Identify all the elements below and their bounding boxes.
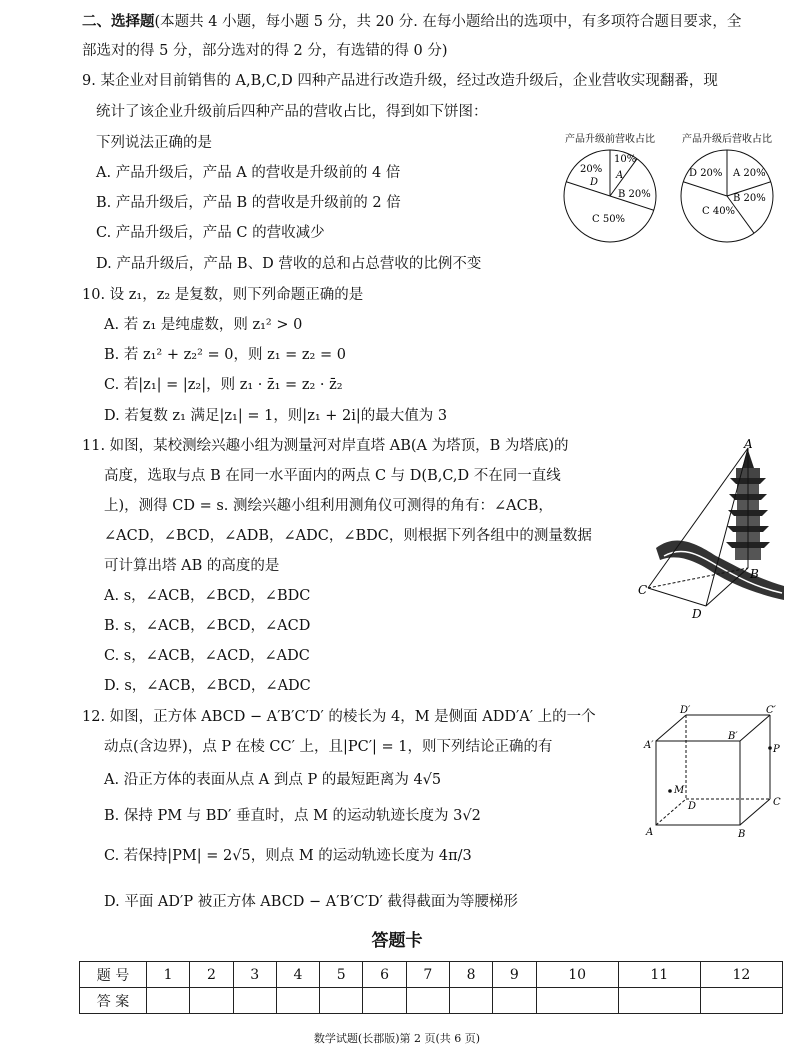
tower-label-c: C	[638, 583, 648, 597]
answer-card-number: 6	[363, 962, 406, 988]
q9-option-d: D. 产品升级后，产品 B、D 营收的总和占总营收的比例不变	[96, 256, 482, 272]
point-p-dot	[768, 746, 772, 750]
answer-cell[interactable]	[147, 988, 190, 1014]
answer-cell[interactable]	[618, 988, 700, 1014]
answer-cell[interactable]	[363, 988, 406, 1014]
q11-option-c: C. s，∠ACB，∠ACD，∠ADC	[104, 648, 310, 664]
answer-cell[interactable]	[536, 988, 618, 1014]
pie-before-label-b: B 20%	[618, 189, 651, 200]
answer-card-table	[79, 961, 783, 1014]
pie-before-title: 产品升级前营收占比	[565, 134, 655, 145]
pie-before-label-a-pct: 10%	[614, 154, 637, 165]
q11-option-b: B. s，∠ACB，∠BCD，∠ACD	[104, 618, 311, 634]
answer-card-answer-header: 答 案	[80, 988, 147, 1014]
tower-label-a: A	[744, 438, 753, 451]
q9-stem-2: 统计了该企业升级前后四种产品的营收占比，得到如下饼图：	[96, 104, 488, 120]
pie-after-label-a: A 20%	[733, 168, 766, 179]
cube-label-b: B	[738, 829, 746, 840]
tower-label-b: B	[750, 567, 759, 581]
q11-stem-2: 高度，选取与点 B 在同一水平面内的两点 C 与 D(B,C,D 不在同一直线	[104, 468, 561, 484]
q9-option-c: C. 产品升级后，产品 C 的营收减少	[96, 225, 325, 241]
answer-card-number: 2	[190, 962, 233, 988]
cube-label-a: A	[646, 827, 654, 838]
q11-option-d: D. s，∠ACB，∠BCD，∠ADC	[104, 678, 311, 694]
answer-card-answer-row	[80, 988, 783, 1014]
q9-stem-1: 9. 某企业对目前销售的 A,B,C,D 四种产品进行改造升级，经过改造升级后，企业营收实现翻番，现	[82, 73, 718, 89]
q9-prompt: 下列说法正确的是	[96, 135, 212, 151]
q11-stem-4: ∠ACD，∠BCD，∠ADB，∠ADC，∠BDC，则根据下列各组中的测量数据	[104, 528, 592, 544]
pie-before-label-a: A	[616, 170, 624, 181]
answer-card-number: 5	[320, 962, 363, 988]
q11-stem-3: 上)，测得 CD = s. 测绘兴趣小组利用测角仪可测得的角有：∠ACB，	[104, 498, 553, 514]
answer-card-number: 12	[700, 962, 782, 988]
answer-cell[interactable]	[493, 988, 536, 1014]
q11-tower-figure	[636, 438, 786, 623]
cube-label-d: D	[688, 801, 697, 812]
cube-label-c1: C′	[766, 705, 776, 716]
cube-label-p: P	[773, 744, 780, 755]
q12-option-c: C. 若保持|PM| = 2√5，则点 M 的运动轨迹长度为 4π/3	[104, 848, 472, 864]
pie-before-label-d-pct: 20%	[580, 164, 603, 175]
q12-stem-2: 动点(含边界)，点 P 在棱 CC′ 上，且|PC′| = 1，则下列结论正确的有	[104, 739, 553, 755]
pie-after-label-c: C 40%	[702, 206, 736, 217]
q12-stem-1: 12. 如图，正方体 ABCD − A′B′C′D′ 的棱长为 4，M 是侧面 ADD′A′ 上的一个	[82, 709, 596, 725]
answer-cell[interactable]	[233, 988, 276, 1014]
q10-option-a: A. 若 z₁ 是纯虚数，则 z₁² > 0	[104, 317, 303, 333]
q9-option-b: B. 产品升级后，产品 B 的营收是升级前的 2 倍	[96, 195, 401, 211]
q10-option-c: C. 若|z₁| = |z₂|，则 z₁ · z̄₁ = z₂ · z̄₂	[104, 377, 343, 393]
point-m-dot	[668, 789, 672, 793]
answer-cell[interactable]	[276, 988, 319, 1014]
answer-card-number-header: 题 号	[80, 962, 147, 988]
cube-label-c: C	[773, 797, 781, 808]
pie-before-label-d: D	[590, 177, 599, 188]
pie-after-title: 产品升级后营收占比	[682, 134, 772, 145]
q11-stem-1: 11. 如图，某校测绘兴趣小组为测量河对岸直塔 AB(A 为塔顶，B 为塔底)的	[82, 438, 569, 454]
answer-card-title: 答题卡	[371, 931, 423, 951]
answer-card-number: 9	[493, 962, 536, 988]
pie-before-label-c: C 50%	[592, 214, 626, 225]
q12-option-a: A. 沿正方体的表面从点 A 到点 P 的最短距离为 4√5	[104, 772, 442, 788]
answer-cell[interactable]	[406, 988, 449, 1014]
cube-labels	[643, 705, 781, 840]
section-title: 二、选择题	[82, 13, 155, 30]
answer-card-number: 8	[449, 962, 492, 988]
cube-label-a1: A′	[644, 740, 654, 751]
q10-stem: 10. 设 z₁，z₂ 是复数，则下列命题正确的是	[82, 287, 364, 303]
answer-card-number: 7	[406, 962, 449, 988]
q11-option-a: A. s，∠ACB，∠BCD，∠BDC	[104, 588, 311, 604]
q12-cube-figure	[642, 705, 784, 840]
answer-cell[interactable]	[700, 988, 782, 1014]
q12-option-b: B. 保持 PM 与 BD′ 垂直时，点 M 的运动轨迹长度为 3√2	[104, 808, 481, 824]
answer-cell[interactable]	[449, 988, 492, 1014]
q11-stem-5: 可计算出塔 AB 的高度的是	[104, 558, 280, 574]
q10-option-b: B. 若 z₁² + z₂² = 0，则 z₁ = z₂ = 0	[104, 347, 346, 363]
q12-option-d: D. 平面 AD′P 被正方体 ABCD − A′B′C′D′ 截得截面为等腰梯形	[104, 894, 518, 910]
tower-label-d: D	[692, 607, 702, 621]
q9-option-a: A. 产品升级后，产品 A 的营收是升级前的 4 倍	[96, 165, 401, 181]
cube-label-b1: B′	[728, 731, 738, 742]
pie-after-label-d: D 20%	[689, 168, 723, 179]
section-instructions-2: 部选对的得 5 分，部分选对的得 2 分，有选错的得 0 分)	[82, 43, 448, 59]
page-footer: 数学试题(长郡版)第 2 页(共 6 页)	[313, 1032, 481, 1045]
section-instructions: (本题共 4 小题，每小题 5 分，共 20 分. 在每小题给出的选项中，有多项符合题目要求，全	[154, 14, 742, 30]
q10-option-d: D. 若复数 z₁ 满足|z₁| = 1，则|z₁ + 2i|的最大值为 3	[104, 408, 448, 424]
answer-card-number-row	[80, 962, 783, 988]
answer-cell[interactable]	[190, 988, 233, 1014]
answer-card-number: 3	[233, 962, 276, 988]
section-header	[82, 12, 741, 32]
answer-card-number: 11	[618, 962, 700, 988]
answer-cell[interactable]	[320, 988, 363, 1014]
answer-card-number: 4	[276, 962, 319, 988]
pie-after-label-b: B 20%	[733, 193, 766, 204]
answer-card-number: 10	[536, 962, 618, 988]
q9-pie-charts	[556, 128, 786, 246]
cube-label-m: M	[674, 785, 685, 796]
cube-edges	[656, 715, 770, 825]
answer-card-number: 1	[147, 962, 190, 988]
cube-label-d1: D′	[680, 705, 691, 716]
